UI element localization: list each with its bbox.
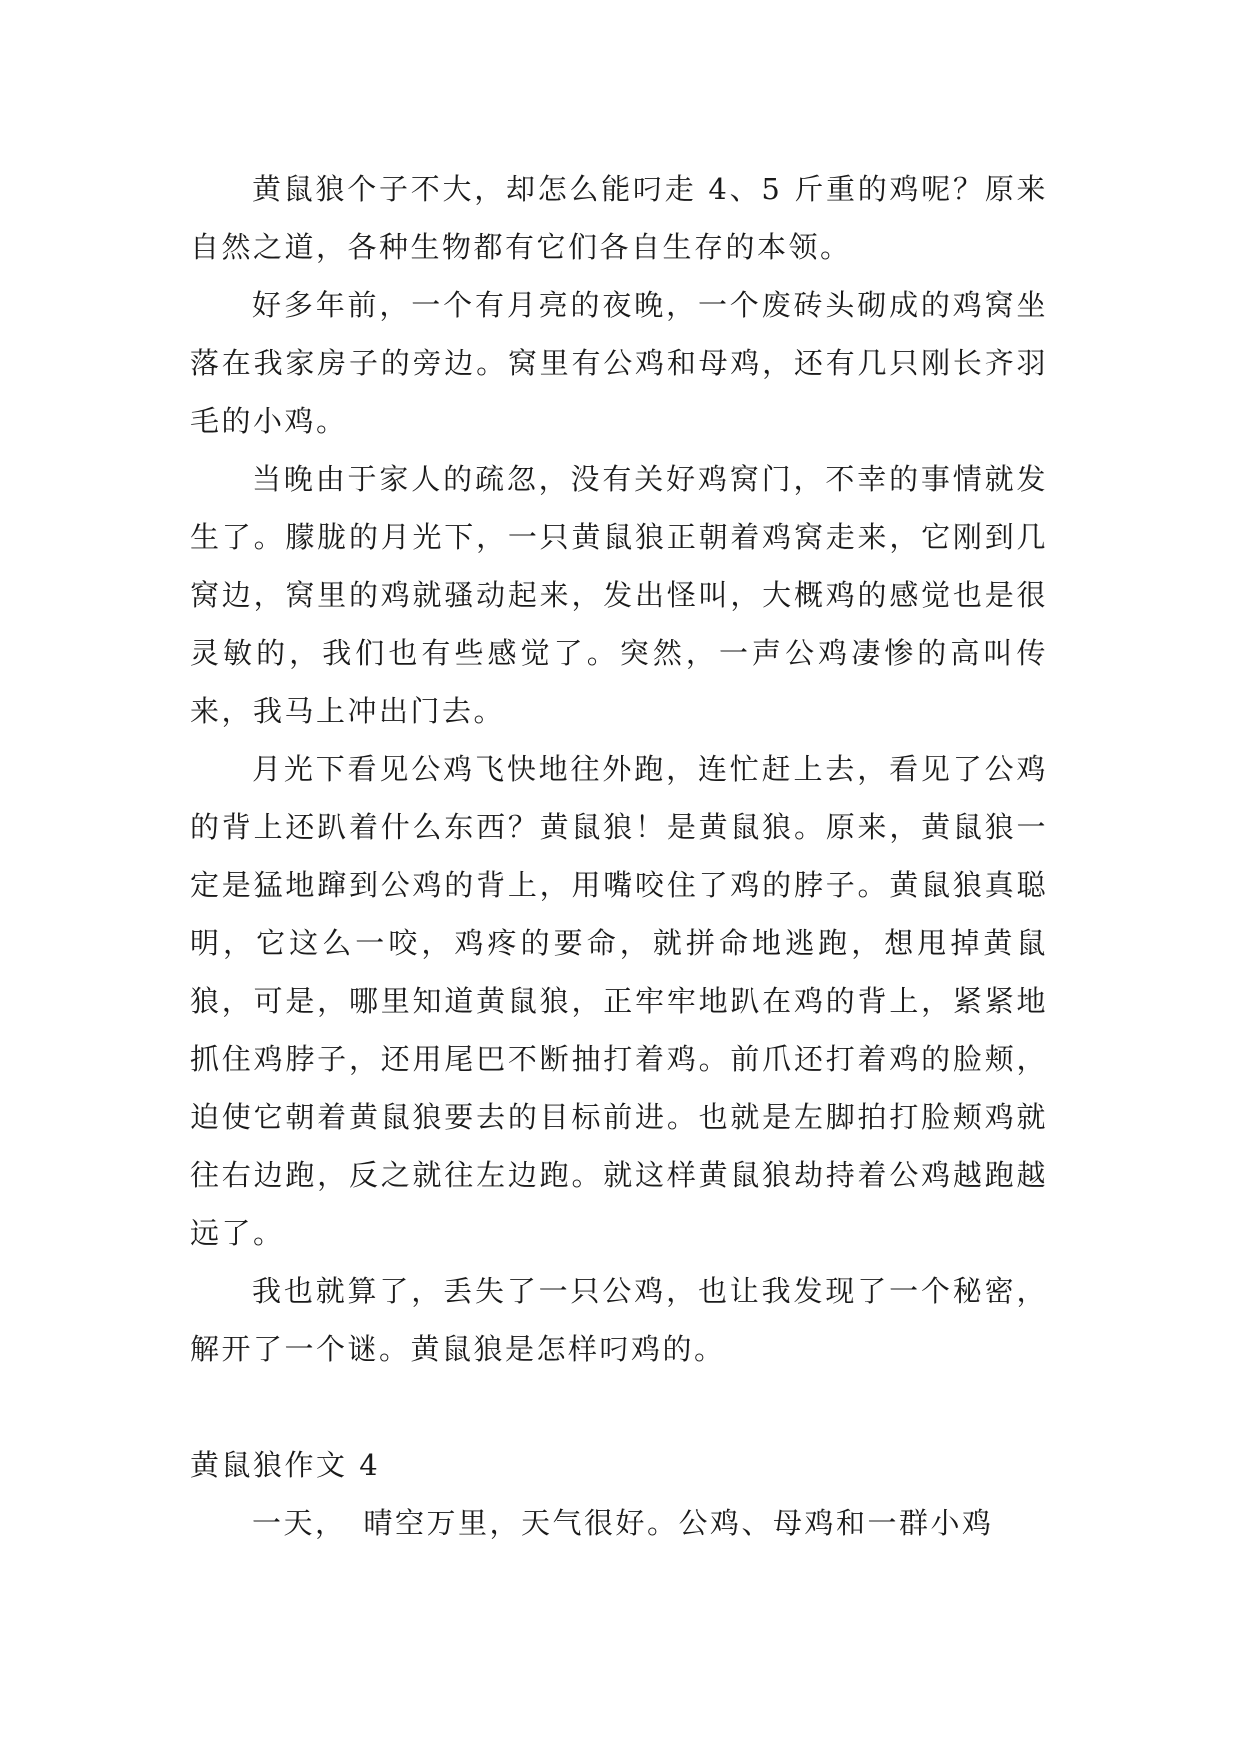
paragraph-5: 我也就算了，丢失了一只公鸡，也让我发现了一个秘密，解开了一个谜。黄鼠狼是怎样叼鸡的。 <box>190 1274 1048 1366</box>
paragraph-6: 一天， 晴空万里，天气很好。公鸡、母鸡和一群小鸡 <box>252 1506 994 1540</box>
paragraph-4: 月光下看见公鸡飞快地往外跑，连忙赶上去，看见了公鸡的背上还趴着什么东西？黄鼠狼！是黄鼠狼。原来，黄鼠狼一定是猛地蹿到公鸡的背上，用嘴咬住了鸡的脖子。黄鼠狼真聪明，它这么一咬，鸡疼的要命，就拼命地逃跑，想甩掉黄鼠狼，可是，哪里知道黄鼠狼，正牢牢地趴在鸡的背上，紧紧地抓住鸡脖子，还用尾巴不断抽打着鸡。前爪还打着鸡的脸颊，迫使它朝着黄鼠狼要去的目标前进。也就是左脚拍打脸颊鸡就往右边跑，反之就往左边跑。就这样黄鼠狼劫持着公鸡越跑越远了。 <box>190 752 1048 1250</box>
paragraph-2: 好多年前，一个有月亮的夜晚，一个废砖头砌成的鸡窝坐落在我家房子的旁边。窝里有公鸡和母鸡，还有几只刚长齐羽毛的小鸡。 <box>190 288 1048 438</box>
paragraph-3: 当晚由于家人的疏忽，没有关好鸡窝门，不幸的事情就发生了。朦胧的月光下，一只黄鼠狼正朝着鸡窝走来，它刚到几窝边，窝里的鸡就骚动起来，发出怪叫，大概鸡的感觉也是很灵敏的，我们也有些感觉了。突然，一声公鸡凄惨的高叫传来，我马上冲出门去。 <box>190 462 1048 728</box>
section-heading: 黄鼠狼作文 4 <box>190 1448 381 1482</box>
document-page <box>190 160 1048 1552</box>
paragraph-1: 黄鼠狼个子不大，却怎么能叼走 4、5 斤重的鸡呢？原来自然之道，各种生物都有它们各自生存的本领。 <box>190 172 1048 264</box>
